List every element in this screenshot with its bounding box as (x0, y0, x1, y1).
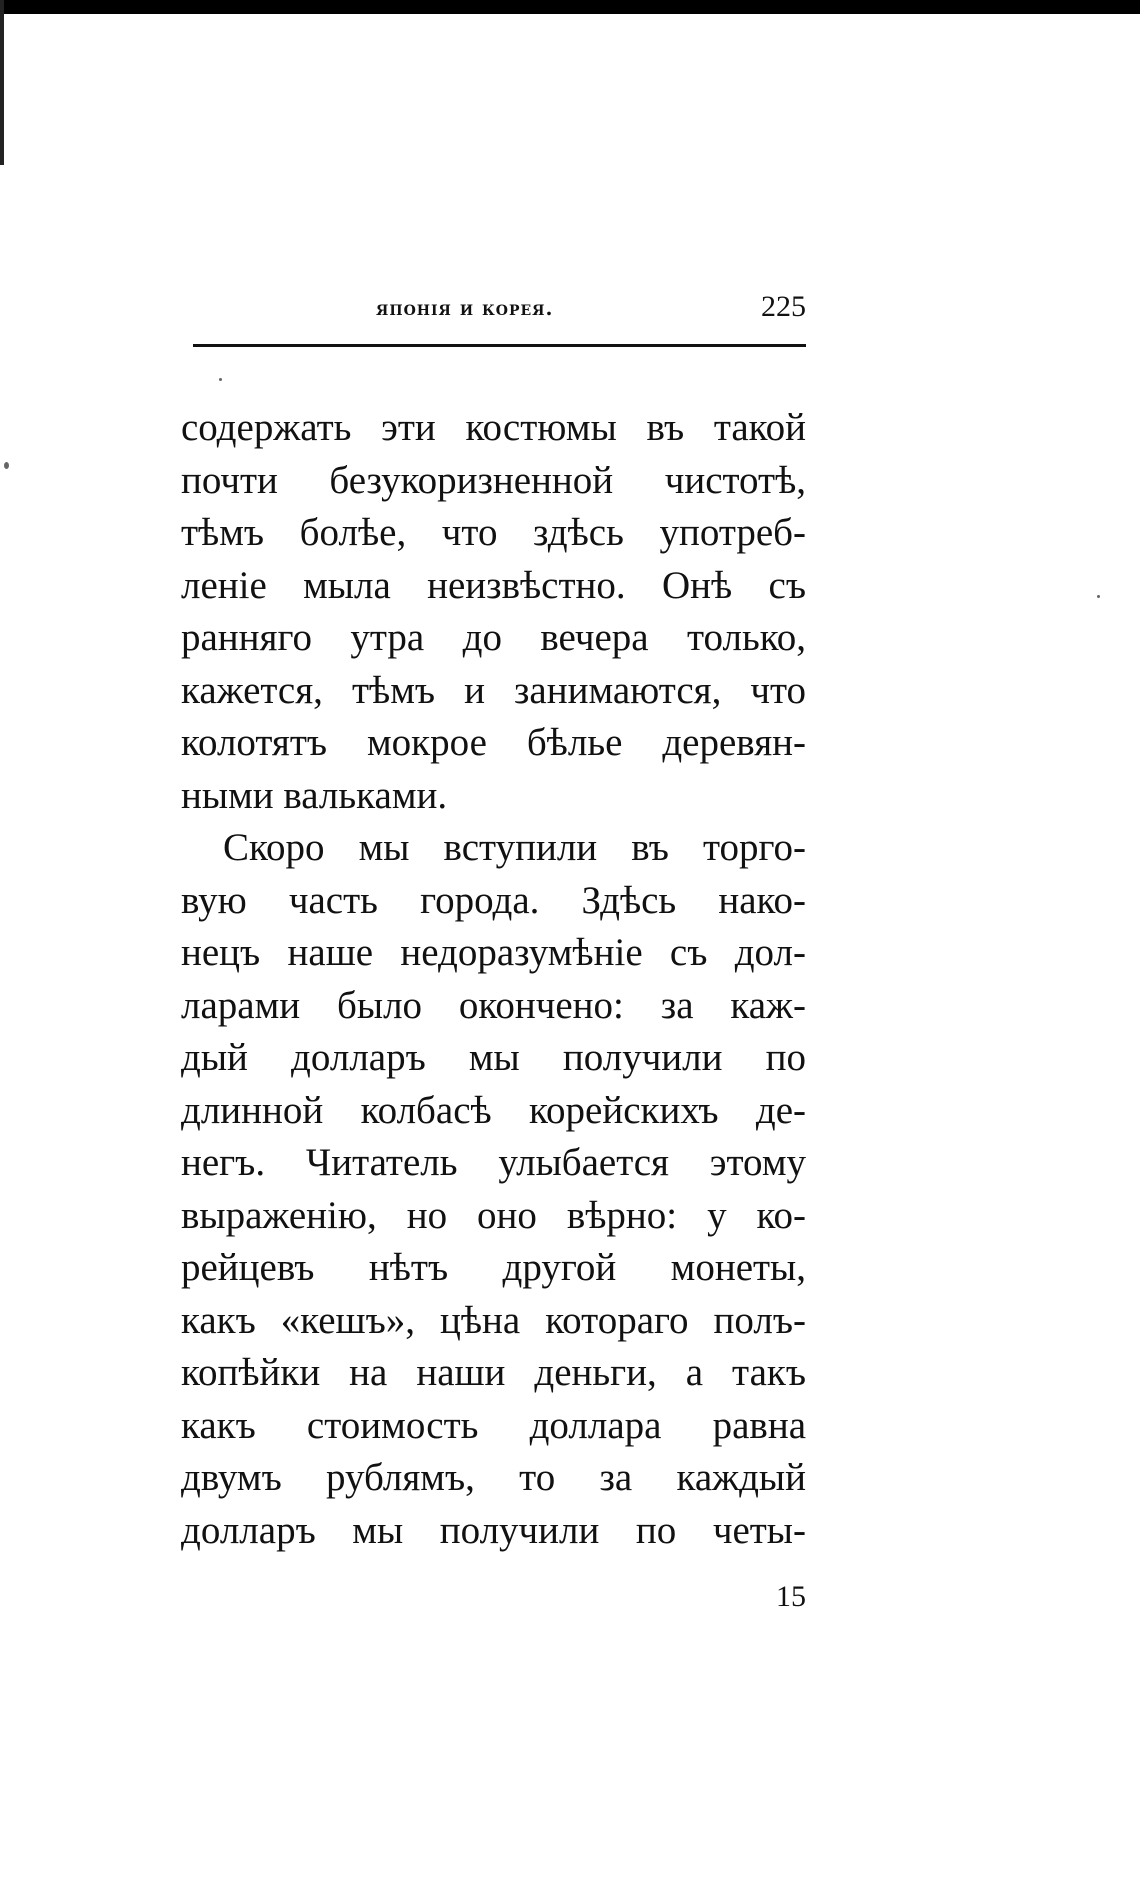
text-line: какъ стоимость доллара равна (181, 1403, 806, 1447)
text-line: долларъ мы получили по четы- (181, 1508, 806, 1552)
printer-signature-mark: 15 (776, 1580, 806, 1613)
text-line: почти безукоризненной чистотѣ, (181, 458, 806, 502)
text-line: содержать эти костюмы въ такой (181, 406, 806, 449)
text-line: леніе мыла неизвѣстно. Онѣ съ (181, 563, 806, 607)
book-page (181, 290, 806, 1613)
text-line: тѣмъ болѣе, что здѣсь употреб- (181, 511, 806, 554)
scan-speck (4, 462, 9, 469)
text-line: выраженію, но оно вѣрно: у ко- (181, 1193, 806, 1237)
text-line: ными вальками. (181, 773, 448, 817)
scan-speck (1097, 595, 1100, 598)
body-text (181, 402, 806, 1557)
text-line: какъ «кешъ», цѣна котораго полъ- (181, 1298, 806, 1342)
scan-left-border (0, 0, 4, 165)
text-line: рейцевъ нѣтъ другой монеты, (181, 1246, 806, 1289)
text-line: вую часть города. Здѣсь нако- (181, 878, 806, 922)
text-line: Скоро мы вступили въ торго- (223, 826, 806, 869)
running-title: японія и корея. (376, 296, 554, 320)
header-rule (193, 344, 806, 347)
text-line: ларами было окончено: за каж- (181, 983, 806, 1027)
text-line: колотятъ мокрое бѣлье деревян- (181, 721, 806, 764)
text-line: копѣйки на наши деньги, а такъ (181, 1351, 806, 1394)
text-line: кажется, тѣмъ и занимаются, что (181, 668, 806, 712)
text-line: длинной колбасѣ корейскихъ де- (181, 1088, 806, 1132)
text-line: двумъ рублямъ, то за каждый (181, 1456, 806, 1499)
text-line: дый долларъ мы получили по (181, 1036, 806, 1079)
scan-top-border (0, 0, 1140, 14)
text-line: негъ. Читатель улыбается этому (181, 1141, 806, 1184)
text-line: ранняго утра до вечера только, (181, 616, 806, 659)
running-head (181, 290, 806, 336)
text-line: нецъ наше недоразумѣніе съ дол- (181, 931, 806, 974)
page-number: 225 (761, 290, 806, 323)
